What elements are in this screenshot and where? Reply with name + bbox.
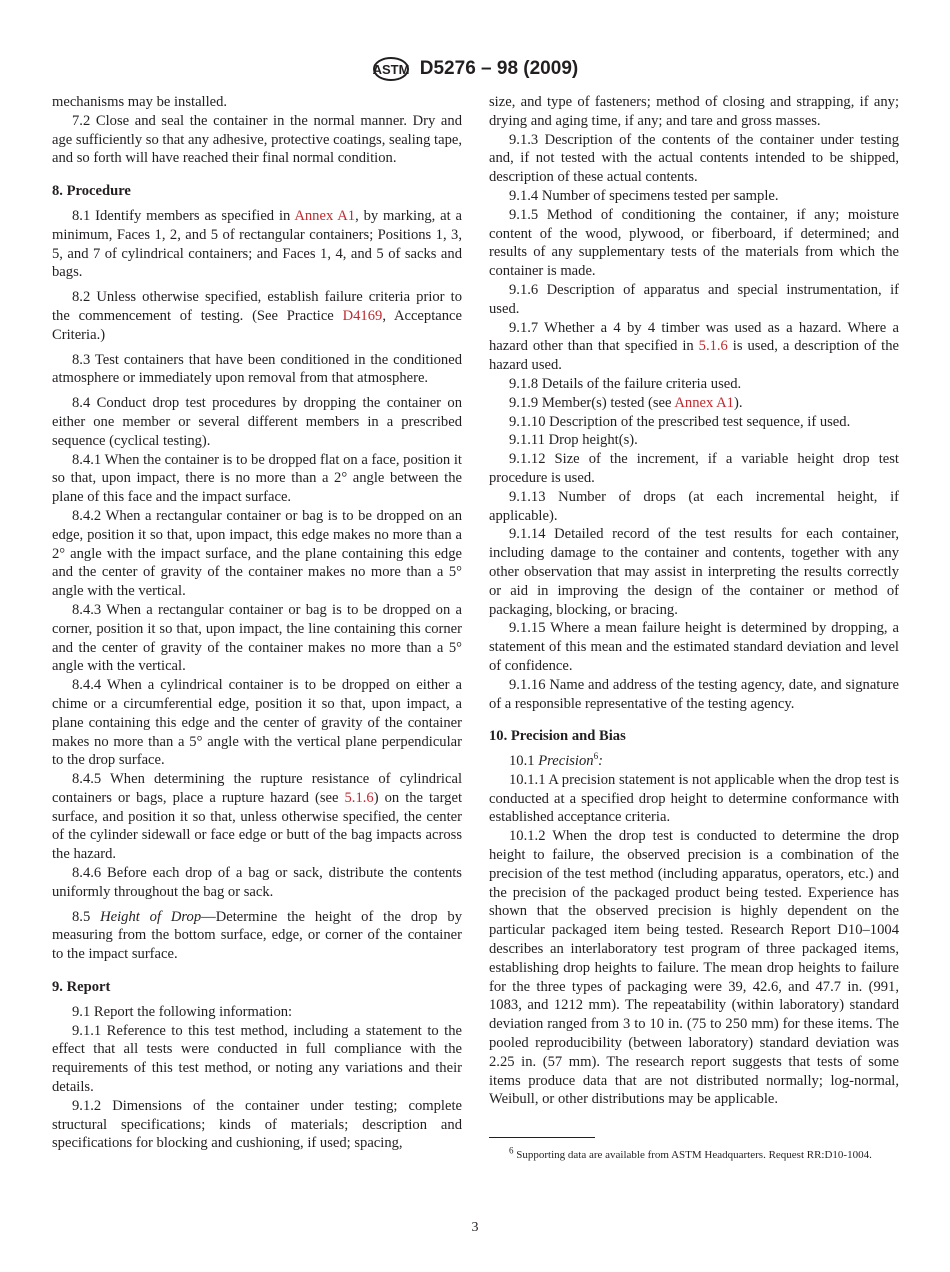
- text-run: 8.4.2 When a rectangular container or bag is to be dropped on an edge, position it so that, upon impact, this edge makes no more than a 2° angle with the impact surface, and the plane containing this edge and the center of gravity of the container makes no more than a 5° angle with the vertical.: [52, 507, 462, 600]
- paragraph: [52, 288, 462, 344]
- footnote-reference: 6: [593, 751, 599, 762]
- text-run: ).: [733, 394, 743, 411]
- text-run: is used, a description of the hazard used.: [489, 338, 899, 374]
- paragraph: [52, 864, 462, 902]
- cross-reference-link[interactable]: Annex A1: [674, 394, 734, 411]
- paragraph: [52, 1097, 462, 1153]
- section-heading: 9. Report: [52, 979, 111, 996]
- text-run: 9.1.11 Drop height(s).: [509, 432, 638, 449]
- astm-logo-icon: [372, 56, 410, 82]
- text-run: 8.1 Identify members as specified in: [72, 207, 295, 224]
- text-run: Height of Drop: [100, 908, 202, 925]
- text-run: mechanisms may be installed.: [52, 94, 228, 110]
- footnote-divider: [489, 1137, 595, 1138]
- paragraph: [52, 394, 462, 450]
- paragraph: [489, 676, 899, 714]
- paragraph: [489, 93, 899, 131]
- text-run: 9.1.14 Detailed record of the test results for each container, including damage to the container and contents, together with any other observation that may assist in interpreting the results correctly or aid in improving the design of the container or method of packaging, blocking, or bracing.: [489, 526, 899, 618]
- text-run: 9.1.1 Reference to this test method, including a statement to the effect that all tests were conducted in full compliance with the requirements of this test method, or noting any variations and their details.: [52, 1022, 462, 1096]
- section-heading: 8. Procedure: [52, 183, 131, 200]
- text-run: 9.1.6 Description of apparatus and special instrumentation, if used.: [489, 281, 899, 317]
- paragraph: [489, 206, 899, 281]
- paragraph: [489, 394, 899, 413]
- text-run: 9.1.13 Number of drops (at each incremental height, if applicable).: [489, 488, 899, 524]
- paragraph: [52, 676, 462, 770]
- text-run: 10.1: [509, 753, 539, 770]
- text-run: —Determine the height of the drop by measuring from the bottom surface, edge, or corner of the container to the impact surface.: [52, 908, 463, 963]
- paragraph: [52, 207, 462, 282]
- text-run: 9.1.9 Member(s) tested (see: [509, 394, 675, 411]
- cross-reference-link[interactable]: Annex A1: [294, 207, 356, 224]
- text-run: 8.5: [72, 908, 101, 925]
- paragraph: [52, 908, 462, 964]
- text-run: 8.4.3 When a rectangular container or bag is to be dropped on a corner, position it so that, upon impact, the line containing this corner and the center of gravity of the container makes no more than a 5° angle with the vertical.: [52, 601, 462, 675]
- paragraph: [52, 451, 462, 507]
- paragraph: [489, 413, 899, 432]
- text-run: 9.1.7 Whether a 4 by 4 timber was used as a hazard. Where a hazard other than that specified in: [489, 319, 899, 355]
- paragraph: [489, 187, 899, 206]
- right-column: [489, 93, 899, 1163]
- paragraph: [489, 131, 899, 187]
- paragraph: [489, 488, 899, 526]
- paragraph: [52, 507, 462, 601]
- paragraph: [489, 619, 899, 675]
- paragraph: [489, 375, 899, 394]
- text-run: 10.1.2 When the drop test is conducted to determine the drop height to failure, the observed precision is a combination of the precision of the test method (including apparatus, operators, etc.) and the precision of the packaged product being tested. Experience has shown that the observed precision is highly dependent on the particular packaged item being tested. Research Report D10–1004 describes an interlaboratory test program of three packaged items, establishing drop heights to failure. The mean drop heights to failure for the three types of packaging were 39, 42.6, and 47.7 in. (991, 1083, and 1212 mm). The repeatability (within laboratory) standard deviation ranged from 3 to 10 in. (75 to 250 mm) for these items. The pooled reproducibility (between laboratory) standard deviation was 2.25 in. (57 mm). The research report suggests that tests of some items produce data that are not distributed normally; log-normal, Weibull, or other distributions may be applicable.: [489, 828, 899, 1108]
- paragraph: [52, 1003, 462, 1022]
- text-run: 9.1.15 Where a mean failure height is determined by dropping, a statement of this mean and the estimated standard deviation and level of confidence.: [489, 620, 899, 674]
- paragraph: [489, 319, 899, 375]
- cross-reference-link[interactable]: 5.1.6: [344, 789, 374, 806]
- document-designation: D5276 – 98 (2009): [419, 58, 579, 79]
- text-run: 8.4 Conduct drop test procedures by dropping the container on either one member or several different members in a prescribed sequence (cyclical testing).: [52, 395, 462, 449]
- paragraph: [52, 112, 462, 168]
- text-run: 9.1.2 Dimensions of the container under testing; complete structural specifications; kinds of materials; description and specifications for blocking and cushioning, if used; spacing,: [52, 1097, 462, 1152]
- paragraph: [52, 351, 462, 389]
- text-run: size, and type of fasteners; method of closing and strapping, if any; drying and aging time, if any; and tare and gross masses.: [489, 94, 899, 129]
- section-heading: 10. Precision and Bias: [489, 728, 626, 745]
- footnote-text: Supporting data are available from ASTM Headquarters. Request RR:D10-1004.: [513, 1149, 872, 1162]
- paragraph: [489, 827, 899, 1109]
- paragraph: [489, 450, 899, 488]
- text-run: 7.2 Close and seal the container in the normal manner. Dry and age sufficiently so that any adhesive, protective coatings, sealing tape, and so forth will have reached their final normal condition.: [52, 112, 462, 167]
- paragraph: [52, 601, 462, 676]
- paragraph: [52, 1022, 462, 1097]
- paragraph: [52, 93, 462, 112]
- text-run: 9.1.5 Method of conditioning the container, if any; moisture content of the wood, plywood, or fiberboard, if determined; and results of any supplementary tests of the materials from which the container is made.: [489, 206, 899, 280]
- paragraph: [489, 525, 899, 619]
- text-run: , Acceptance Criteria.): [52, 307, 462, 343]
- text-run: 8.4.1 When the container is to be dropped flat on a face, position it so that, upon impact, there is no more than a 2° angle between the plane of this face and the impact surface.: [52, 451, 462, 506]
- text-run: 9.1 Report the following information:: [72, 1003, 293, 1020]
- footnote: [489, 1145, 899, 1163]
- left-column: [52, 93, 462, 1153]
- paragraph: [489, 281, 899, 319]
- paragraph: [489, 752, 899, 771]
- text-run: 9.1.10 Description of the prescribed test sequence, if used.: [509, 413, 851, 430]
- cross-reference-link[interactable]: 5.1.6: [698, 338, 728, 355]
- text-run: 10.1.1 A precision statement is not applicable when the drop test is conducted at a specified drop height to determine conformance with established acceptance criteria.: [489, 771, 899, 826]
- paragraph: [52, 770, 462, 864]
- text-run: 9.1.3 Description of the contents of the container under testing and, if not tested with the actual contents intended to be shipped, description of these actual contents.: [489, 131, 899, 186]
- text-run: 9.1.4 Number of specimens tested per sample.: [509, 187, 779, 204]
- text-run: 9.1.12 Size of the increment, if a variable height drop test procedure is used.: [489, 451, 899, 486]
- footnote-marker: 6: [509, 1145, 514, 1156]
- text-run: 8.4.5 When determining the rupture resistance of cylindrical containers or bags, place a rupture hazard (see: [52, 771, 462, 806]
- text-run: 8.4.4 When a cylindrical container is to be dropped on either a chime or a circumferential edge, position it so that, upon impact, a plane containing this edge and the center of gravity of the container makes no more than a 5° angle with the vertical plane perpendicular to the drop surface.: [52, 677, 462, 769]
- paragraph: [489, 431, 899, 450]
- text-run: 9.1.16 Name and address of the testing agency, date, and signature of a responsible representative of the testing agency.: [489, 676, 899, 712]
- text-run: 8.3 Test containers that have been conditioned in the conditioned atmosphere or immediately upon removal from that atmosphere.: [52, 351, 462, 387]
- svg-text:ASTM: ASTM: [372, 62, 410, 77]
- cross-reference-link[interactable]: D4169: [342, 307, 383, 324]
- paragraph: [489, 771, 899, 827]
- text-run: :: [598, 753, 603, 770]
- text-run: 8.4.6 Before each drop of a bag or sack, distribute the contents uniformly throughout the bag or sack.: [52, 865, 462, 900]
- text-run: , by marking, at a minimum, Faces 1, 2, and 5 of rectangular containers; Positions 1, 3, 5, and 7 of cylindrical containers; and Faces 1, 4, and 5 of sacks and bags.: [52, 207, 462, 281]
- text-run: 9.1.8 Details of the failure criteria used.: [509, 375, 742, 392]
- text-run: ) on the target surface, and position it so that, unless otherwise specified, the center of the cylinder sidewall or face edge or butt of the bag impacts across the hazard.: [52, 789, 462, 863]
- page-header: [0, 56, 950, 82]
- text-run: Precision: [538, 753, 594, 770]
- text-run: 8.2 Unless otherwise specified, establish failure criteria prior to the commencement of testing. (See Practice: [52, 289, 462, 324]
- page-number: 3: [471, 1220, 479, 1235]
